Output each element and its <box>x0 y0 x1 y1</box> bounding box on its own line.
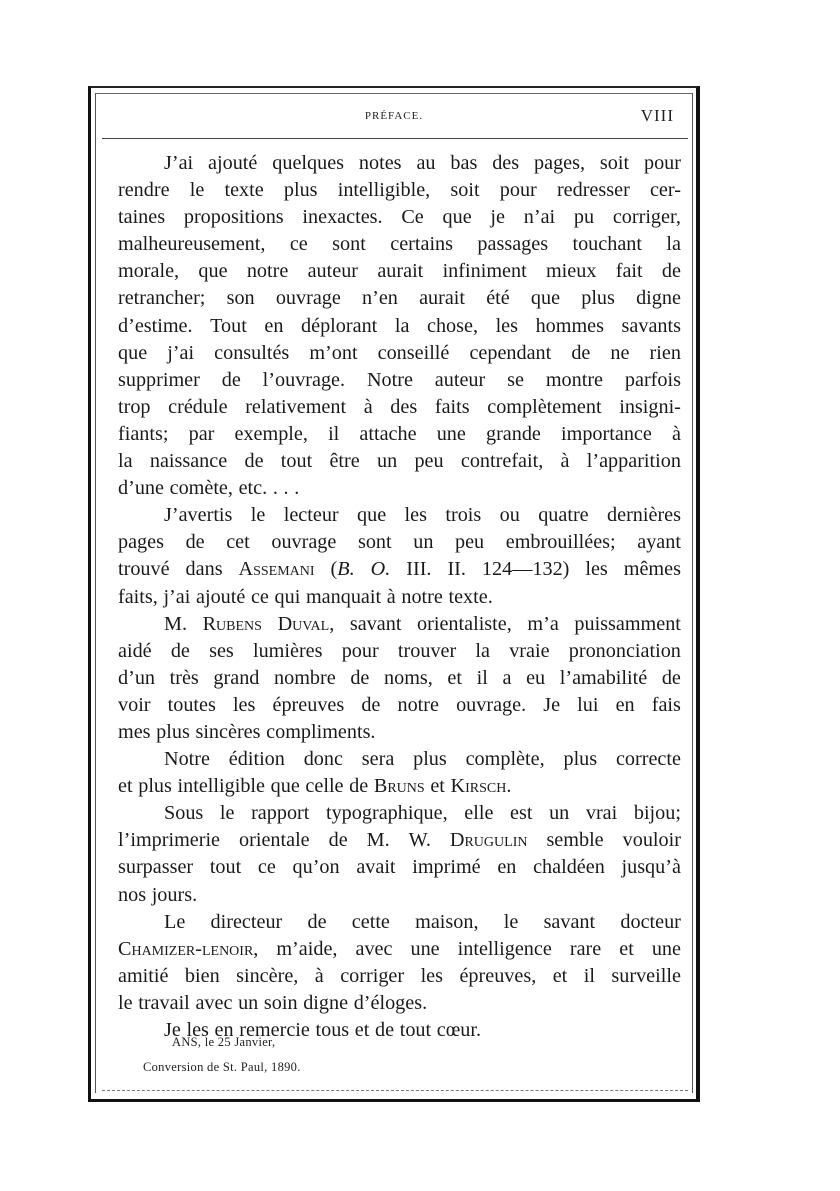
text-line: amitié bien sincère, à corriger les épreuves, et il surveille <box>118 964 681 987</box>
signature-place-date: ANS, le 25 Janvier, <box>172 1035 276 1049</box>
text-line: d’estime. Tout en déplorant la chose, les hommes savants <box>118 314 681 337</box>
text-line: Chamizer-lenoir, m’aide, avec une intelligence rare et une <box>118 937 681 960</box>
text-line: voir toutes les épreuves de notre ouvrage. Je lui en fais <box>118 693 681 716</box>
text-line: J’avertis le lecteur que les trois ou quatre dernières <box>164 504 681 527</box>
bottom-rule <box>102 1090 688 1091</box>
text-line: morale, que notre auteur aurait infiniment mieux fait de <box>118 260 681 283</box>
text-line: et plus intelligible que celle de Bruns et Kirsch. <box>118 775 512 798</box>
text-line: Sous le rapport typographique, elle est un vrai bijou; <box>164 802 681 825</box>
text-line: rendre le texte plus intelligible, soit pour redresser cer- <box>118 179 681 202</box>
text-line: Notre édition donc sera plus complète, plus correcte <box>164 748 681 771</box>
running-head: PRÉFACE. <box>364 110 424 122</box>
text-line: mes plus sincères compliments. <box>118 720 376 743</box>
text-line: l’imprimerie orientale de M. W. Drugulin semble vouloir <box>118 829 681 852</box>
text-line: J’ai ajouté quelques notes au bas des pages, soit pour <box>164 152 681 174</box>
page-number: VIII <box>640 106 674 125</box>
text-line: taines propositions inexactes. Ce que je n’ai pu corriger, <box>118 206 681 229</box>
text-line: pages de cet ouvrage sont un peu embrouillées; ayant <box>118 531 681 554</box>
text-line: que j’ai consultés m’ont conseillé cependant de ne rien <box>118 341 681 364</box>
text-line: Je les en remercie tous et de tout cœur. <box>164 1019 482 1041</box>
header-rule <box>102 138 688 139</box>
page-inner-frame <box>95 93 693 1093</box>
text-line: supprimer de l’ouvrage. Notre auteur se montre parfois <box>118 368 681 391</box>
text-line: d’une comète, etc. . . . <box>118 477 300 500</box>
text-line: malheureusement, ce sont certains passages touchant la <box>118 233 681 256</box>
text-line: Le directeur de cette maison, le savant docteur <box>164 910 681 933</box>
text-line: la naissance de tout être un peu contrefait, à l’apparition <box>118 450 681 473</box>
text-line: nos jours. <box>118 883 198 906</box>
signature-occasion: Conversion de St. Paul, 1890. <box>143 1060 301 1074</box>
text-line: le travail avec un soin digne d’éloges. <box>118 991 428 1014</box>
page-header <box>96 94 692 138</box>
text-line: surpasser tout ce qu’on avait imprimé en chaldéen jusqu’à <box>118 856 681 879</box>
page-border-frame <box>88 86 700 1102</box>
body-text <box>118 150 681 1044</box>
text-line: fiants; par exemple, il attache une grande importance à <box>118 422 681 445</box>
text-line: M. Rubens Duval, savant orientaliste, m’a puissamment <box>164 612 681 635</box>
text-line: retrancher; son ouvrage n’en aurait été que plus digne <box>118 287 681 310</box>
text-line: faits, j’ai ajouté ce qui manquait à notre texte. <box>118 585 493 608</box>
text-line: aidé de ses lumières pour trouver la vraie prononciation <box>118 639 681 662</box>
text-line: trouvé dans Assemani (B. O. III. II. 124—132) les mêmes <box>118 558 681 581</box>
text-line: d’un très grand nombre de noms, et il a eu l’amabilité de <box>118 666 681 689</box>
text-line: trop crédule relativement à des faits complètement insigni- <box>118 395 681 418</box>
